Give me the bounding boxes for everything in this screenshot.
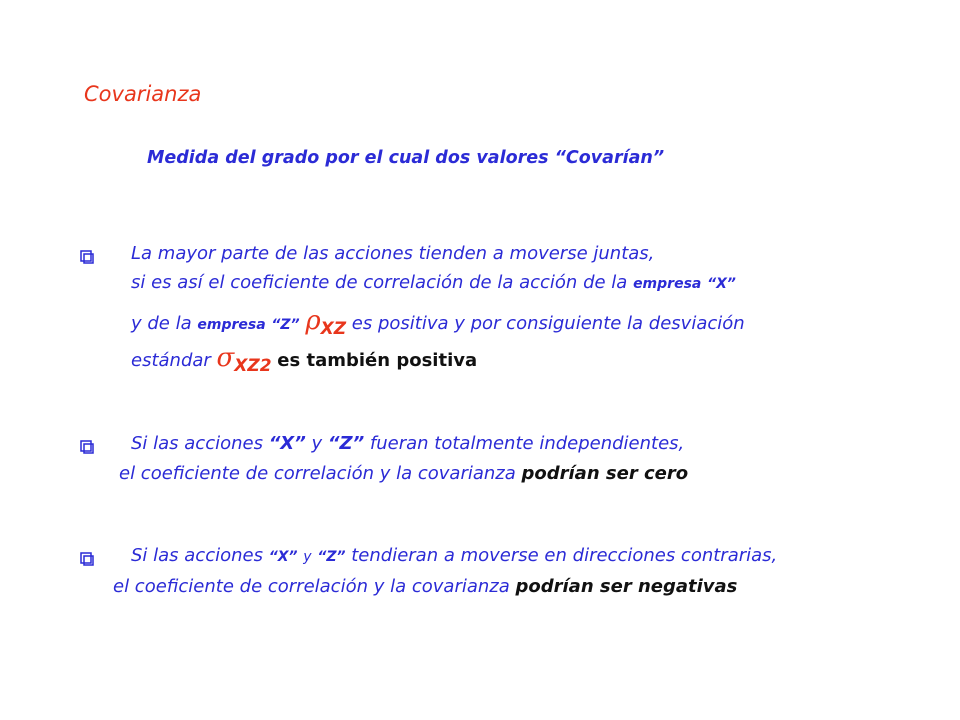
slide-subtitle: Medida del grado por el cual dos valores “Covarían” <box>147 148 665 168</box>
company-label: empresa <box>197 317 266 333</box>
bullet2-line1-post: fueran totalmente independientes, <box>369 433 685 454</box>
bullet2-line1-text: Si las acciones <box>131 433 263 454</box>
rho-subscript: XZ <box>320 319 347 339</box>
rho-symbol: ρ <box>305 306 321 336</box>
sigma-subscript: XZ2 <box>234 356 272 376</box>
bullet-square-icon <box>80 552 94 566</box>
company-x-label: “X” <box>707 276 736 292</box>
bullet2-emphasis: podrían ser cero <box>521 463 689 484</box>
bullet1-line3 <box>131 306 745 339</box>
bullet-square-icon <box>80 250 94 264</box>
bullet3-line1-post: tendieran a moverse en direcciones contrarias, <box>351 545 778 566</box>
bullet2-line1 <box>131 433 684 454</box>
stock-z-label: “Z” <box>327 433 365 454</box>
bullet-square-icon <box>80 440 94 454</box>
bullet1-line4-text: estándar <box>131 350 211 371</box>
bullet1-line2-text: si es así el coeficiente de correlación de la acción de la <box>131 272 628 293</box>
bullet3-line2 <box>113 576 737 597</box>
bullet1-line4-post: es también positiva <box>277 350 478 371</box>
conjunction-y: y <box>311 433 323 454</box>
company-z-label: “Z” <box>271 317 300 333</box>
slide-title: Covarianza <box>84 82 202 106</box>
bullet1-line2 <box>131 272 736 293</box>
bullet1-line3-text: y de la <box>131 313 192 334</box>
company-label: empresa <box>633 276 702 292</box>
bullet3-line2-text: el coeficiente de correlación y la covarianza <box>113 576 510 597</box>
bullet1-line1-text: La mayor parte de las acciones tienden a moverse juntas, <box>131 243 655 264</box>
conjunction-y: y <box>303 549 312 565</box>
stock-x-label: “X” <box>268 549 298 565</box>
bullet3-line1-text: Si las acciones <box>131 545 263 566</box>
bullet1-line1 <box>131 243 654 264</box>
bullet1-line4 <box>131 343 478 376</box>
stock-x-label: “X” <box>268 433 306 454</box>
bullet2-line2-text: el coeficiente de correlación y la covarianza <box>119 463 516 484</box>
bullet2-line2 <box>119 463 688 484</box>
bullet3-emphasis: podrían ser negativas <box>515 576 738 597</box>
sigma-symbol: σ <box>216 343 235 373</box>
bullet1-line3-post: es positiva y por consiguiente la desviación <box>351 313 745 334</box>
stock-z-label: “Z” <box>317 549 346 565</box>
bullet3-line1 <box>131 545 777 566</box>
